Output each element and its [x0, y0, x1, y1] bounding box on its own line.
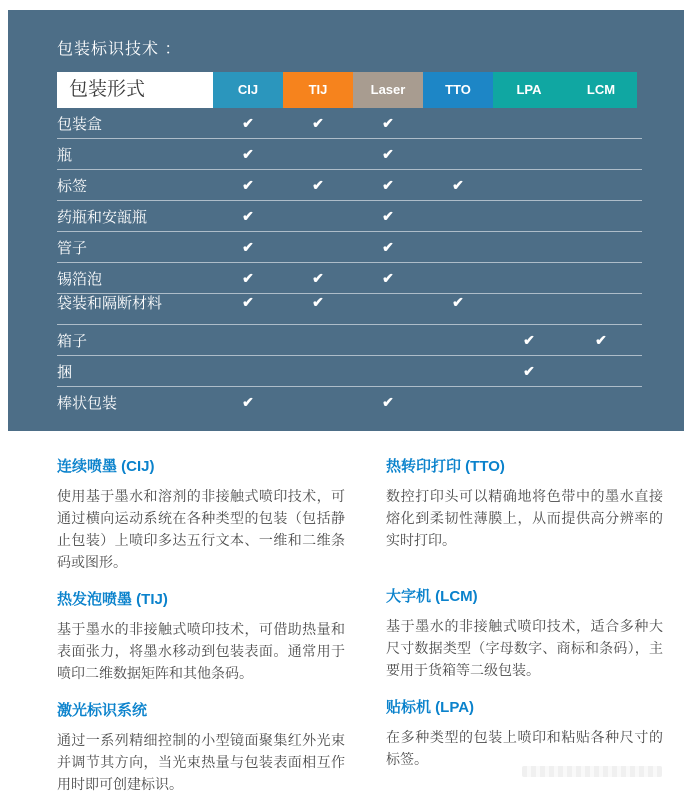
- check-icon: ✔: [452, 176, 464, 193]
- packaging-technology-panel: [8, 10, 684, 431]
- check-icon: ✔: [312, 269, 324, 286]
- table-body: [57, 108, 642, 418]
- row-label: 瓶: [57, 146, 73, 164]
- check-icon: ✔: [382, 145, 394, 162]
- section-body: 基于墨水的非接触式喷印技术，可借助热量和表面张力，将墨水移动到包装表面。通常用于喷印二维数据矩阵和其他条码。: [57, 621, 345, 681]
- check-icon: ✔: [312, 176, 324, 193]
- section-heading: 激光标识系统: [57, 702, 148, 719]
- check-icon: ✔: [382, 207, 394, 224]
- section-heading: 连续喷墨 (CIJ): [57, 458, 155, 475]
- description-section: [386, 585, 663, 681]
- check-icon: ✔: [242, 293, 254, 310]
- table-row: [57, 108, 642, 139]
- check-icon: ✔: [523, 362, 535, 379]
- header-column-lcm: LCM: [565, 72, 637, 108]
- check-icon: ✔: [382, 269, 394, 286]
- table-row: [57, 201, 642, 232]
- row-label: 标签: [57, 177, 88, 195]
- panel-title: 包装标识技术 ：: [57, 41, 182, 58]
- description-section: [386, 455, 663, 551]
- technology-descriptions: [57, 455, 663, 795]
- check-icon: ✔: [242, 269, 254, 286]
- check-icon: ✔: [312, 293, 324, 310]
- row-label: 箱子: [57, 332, 88, 350]
- watermark: [522, 766, 662, 777]
- check-icon: ✔: [382, 114, 394, 131]
- header-column-lpa: LPA: [493, 72, 565, 108]
- check-icon: ✔: [242, 176, 254, 193]
- table-row: [57, 139, 642, 170]
- header-packaging-format-label: 包装形式: [57, 72, 213, 108]
- section-heading: 热发泡喷墨 (TIJ): [57, 591, 168, 608]
- section-body: 通过一系列精细控制的小型镜面聚集红外光束并调节其方向，当光束热量与包装表面相互作用时即可创建标识。: [57, 732, 345, 792]
- table-row: [57, 325, 642, 356]
- header-column-tto: TTO: [423, 72, 493, 108]
- header-column-laser: Laser: [353, 72, 423, 108]
- row-label: 管子: [57, 239, 88, 257]
- description-section: [57, 455, 345, 573]
- check-icon: ✔: [523, 331, 535, 348]
- check-icon: ✔: [595, 331, 607, 348]
- descriptions-right-column: [386, 455, 663, 795]
- section-heading: 大字机 (LCM): [386, 588, 478, 605]
- section-heading: 贴标机 (LPA): [386, 699, 475, 716]
- check-icon: ✔: [382, 176, 394, 193]
- table-row: [57, 263, 642, 294]
- table-row: [57, 356, 642, 387]
- row-label: 药瓶和安瓿瓶: [57, 208, 148, 226]
- header-column-tij: TIJ: [283, 72, 353, 108]
- check-icon: ✔: [242, 114, 254, 131]
- section-body: 在多种类型的包装上喷印和粘贴各种尺寸的标签。: [386, 729, 663, 767]
- check-icon: ✔: [382, 394, 394, 410]
- check-icon: ✔: [242, 145, 254, 162]
- check-icon: ✔: [452, 293, 464, 310]
- check-icon: ✔: [242, 238, 254, 255]
- row-label: 袋装和隔断材料: [57, 294, 163, 312]
- header-column-cij: CIJ: [213, 72, 283, 108]
- check-icon: ✔: [382, 238, 394, 255]
- section-body: 使用基于墨水和溶剂的非接触式喷印技术，可通过横向运动系统在各种类型的包装（包括静止包装）上喷印多达五行文本、一维和二维条码或图形。: [57, 488, 345, 570]
- description-section: [57, 588, 345, 684]
- description-section: [57, 699, 345, 795]
- descriptions-left-column: [57, 455, 345, 795]
- row-label: 棒状包装: [57, 395, 118, 412]
- section-body: 数控打印头可以精确地将色带中的墨水直接熔化到柔韧性薄膜上，从而提供高分辨率的实时打印。: [386, 488, 663, 548]
- check-icon: ✔: [242, 394, 254, 410]
- table-row: [57, 294, 642, 325]
- row-label: 捆: [57, 363, 73, 381]
- table-row: [57, 170, 642, 201]
- check-icon: ✔: [242, 207, 254, 224]
- table-row: [57, 387, 642, 418]
- table-header-row: [57, 72, 637, 108]
- table-row: [57, 232, 642, 263]
- row-label: 包装盒: [57, 115, 103, 133]
- row-label: 锡箔泡: [57, 270, 103, 288]
- section-body: 基于墨水的非接触式喷印技术，适合多种大尺寸数据类型（字母数字、商标和条码），主要用于货箱等二级包装。: [386, 618, 663, 678]
- check-icon: ✔: [312, 114, 324, 131]
- section-heading: 热转印打印 (TTO): [386, 458, 505, 475]
- description-section: [386, 696, 663, 770]
